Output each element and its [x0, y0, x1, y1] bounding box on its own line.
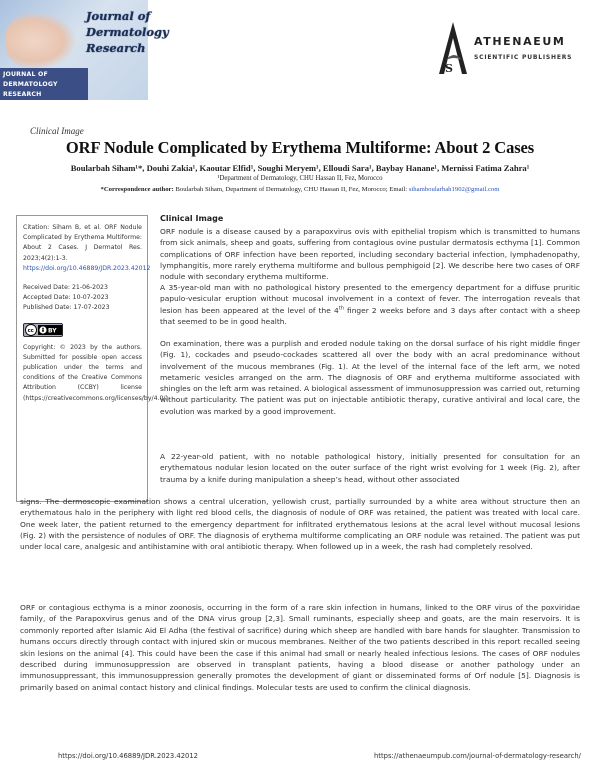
citation-text: Citation: Siham B, et al. ORF Nodule Complicated by Erythema Multiforme: About 2 Cases. J Dermatol Res. 2023;4(2):1-3. [23, 224, 142, 262]
publisher-logo [436, 20, 596, 80]
copyright-text: Copyright: © 2023 by the authors. Submitted for possible open access publication under the terms and conditions of the Creative Commons Attribution (CCBY) license (https://creativecommons.org/licenses/by/4.0/). [23, 343, 170, 402]
athenaeum-logo-icon [436, 20, 470, 76]
article-title: ORF Nodule Complicated by Erythema Multiforme: About 2 Cases [65, 138, 535, 157]
journal-title-line: Research [86, 41, 146, 55]
article-dates [23, 283, 142, 314]
journal-title-line: Dermatology [86, 25, 169, 39]
paragraph: ORF nodule is a disease caused by a parapoxvirus ovis with epithelial tropism which is transmitted to humans from sick animals, sheep and goats, suffering from contagious ovine pustular dermatosis ecthyma [1]. Common complications of ORF infection have been reported, including secondary bacterial infection, lymphadenopathy, lymphangitis, more rarely erythema multiforme and bullous pemphigoid [2]. We describe here two cases of ORF nodule with secondary erythema multiforme. [160, 227, 580, 282]
doi-link[interactable]: https://doi.org/10.46889/JDR.2023.42012 [23, 264, 151, 272]
paragraph-text: finger 2 weeks before and 3 days after contact with a sheep that seemed to be in good health. [160, 305, 581, 326]
paragraph: ORF or contagious ecthyma is a minor zoonosis, occurring in the form of a rare skin infection in humans, linked to the ORF virus of the poxviridae family, of the Parapoxvirus genus and of the DNA virus group [2,3]. Small ruminants, especially sheep and goats, are the main reservoirs. It is commonly reported after Islamic Aid El Adha (the festival of sacrifice) during which sheep are handled with bare hands for slaughter. Transmission to humans occurs directly through contact with injured skin or mucous membranes. Neither of the two patients described in this report recalled seeing skin lesions on the animal [4]. This could have been the case if this animal had small or nearly healed infectious lesions. The cases of ORF nodules described during immunosuppression are observed in transplant patients, having a blood disease or another pathology under an immunosuppressant, this immunosuppression generally promotes the development of giant or disseminated forms of Orf nodule [5]. Diagnosis is primarily based on animal contact history and clinical findings. Molecular tests are used to confirm the clinical diagnosis. [20, 603, 580, 692]
journal-title-line: Journal of [86, 9, 151, 23]
correspondence-text: Boularbah Siham, Department of Dermatology, CHU Hassan II, Fez, Morocco; Email: [173, 186, 409, 193]
svg-text:BY: BY [48, 327, 57, 335]
hand-image [6, 12, 76, 70]
paragraph: A 22-year-old patient, with no notable pathological history, initially presented for consultation for an erythematous nodular lesion located on the outer surface of the right wrist evolving for 1 week (Fig. 2), after trauma by a knife during manipulation a sheep’s head, without other associated [160, 452, 580, 484]
footer-doi-link[interactable]: https://doi.org/10.46889/JDR.2023.42012 [58, 752, 199, 760]
citation-box [16, 215, 170, 502]
creative-commons-icon [23, 323, 63, 337]
superscript: th [338, 305, 344, 312]
paragraph [160, 282, 580, 327]
publisher-subtitle: SCIENTIFIC PUBLISHERS [474, 54, 573, 61]
published-date: Published Date: 17-07-2023 [23, 304, 110, 312]
footer-journal-link[interactable]: https://athenaeumpub.com/journal-of-dermatology-research/ [374, 752, 581, 760]
section-heading: Clinical Image [160, 214, 224, 223]
affiliation: ¹Department of Dermatology, CHU Hassan II, Fez, Morocco [217, 175, 383, 182]
paragraph-text: A 35-year-old man with no pathological history presented to the emergency department for a diffuse pruritic papulo-vesicular eruption without mucosal involvement in a context of fever. The interrogation reveals that lesion has been appeared at the level of the 4 [160, 283, 580, 315]
svg-text:S: S [445, 62, 453, 75]
journal-title [86, 8, 169, 56]
accepted-date: Accepted Date: 10-07-2023 [23, 294, 109, 302]
received-date: Received Date: 21-06-2023 [23, 284, 108, 292]
correspondence-label: *Correspondence author: [100, 186, 174, 193]
svg-text:cc: cc [27, 327, 34, 334]
paragraph: On examination, there was a purplish and eroded nodule taking on the dorsal surface of his right middle finger (Fig. 1), cockades and pseudo-cockades scattered all over the body with an acral predominance without involvement of the mucous membranes (Fig. 1). At the level of the internal face of the left arm, we noted metameric vesicles arranged on the arm. The diagnosis of ORF and erythema multiforme associated with shingles on the left arm was retained. A biological assessment of immunosuppression was carried out, returning without particularity. The patient was put on injectable antibiotic therapy, curative antiviral and local care, the evolution was marked by a good improvement. [160, 339, 580, 416]
publisher-name: ATHENAEUM [474, 35, 566, 48]
journal-label: JOURNAL OF DERMATOLOGY RESEARCH [0, 68, 88, 100]
article-type: Clinical Image [30, 126, 84, 136]
correspondence [10, 186, 590, 193]
correspondence-email[interactable]: sihamboularbah1902@gmail.com [408, 186, 500, 193]
journal-logo [0, 0, 169, 100]
author-list: Boularbah Siham¹*, Douhi Zakia¹, Kaoutar Elfid¹, Soughi Meryem¹, Elloudi Sara¹, Baybay Hanane¹, Mernissi Fatima Zahra¹ [70, 163, 530, 173]
paragraph-continuation: signs. The dermoscopic examination shows a central ulceration, yellowish crust, partially surrounded by a white area without structure then an erythematous halo in the periphery with light red blood cells, the diagnosis of nodule of ORF was retained, the patient was treated with local care. One week later, the patient returned to the emergency department for infiltrated erythematous lesions at the acral level without mucosal lesions (Fig. 2) with the persistence of nodules of ORF. The diagnosis of erythema multiforme complicating an ORF nodule was retained. The patient was put under local care, analgesic and antihistamine with oral antibiotic therapy. When followed up in a week, the rash had completely resolved. [20, 497, 580, 552]
